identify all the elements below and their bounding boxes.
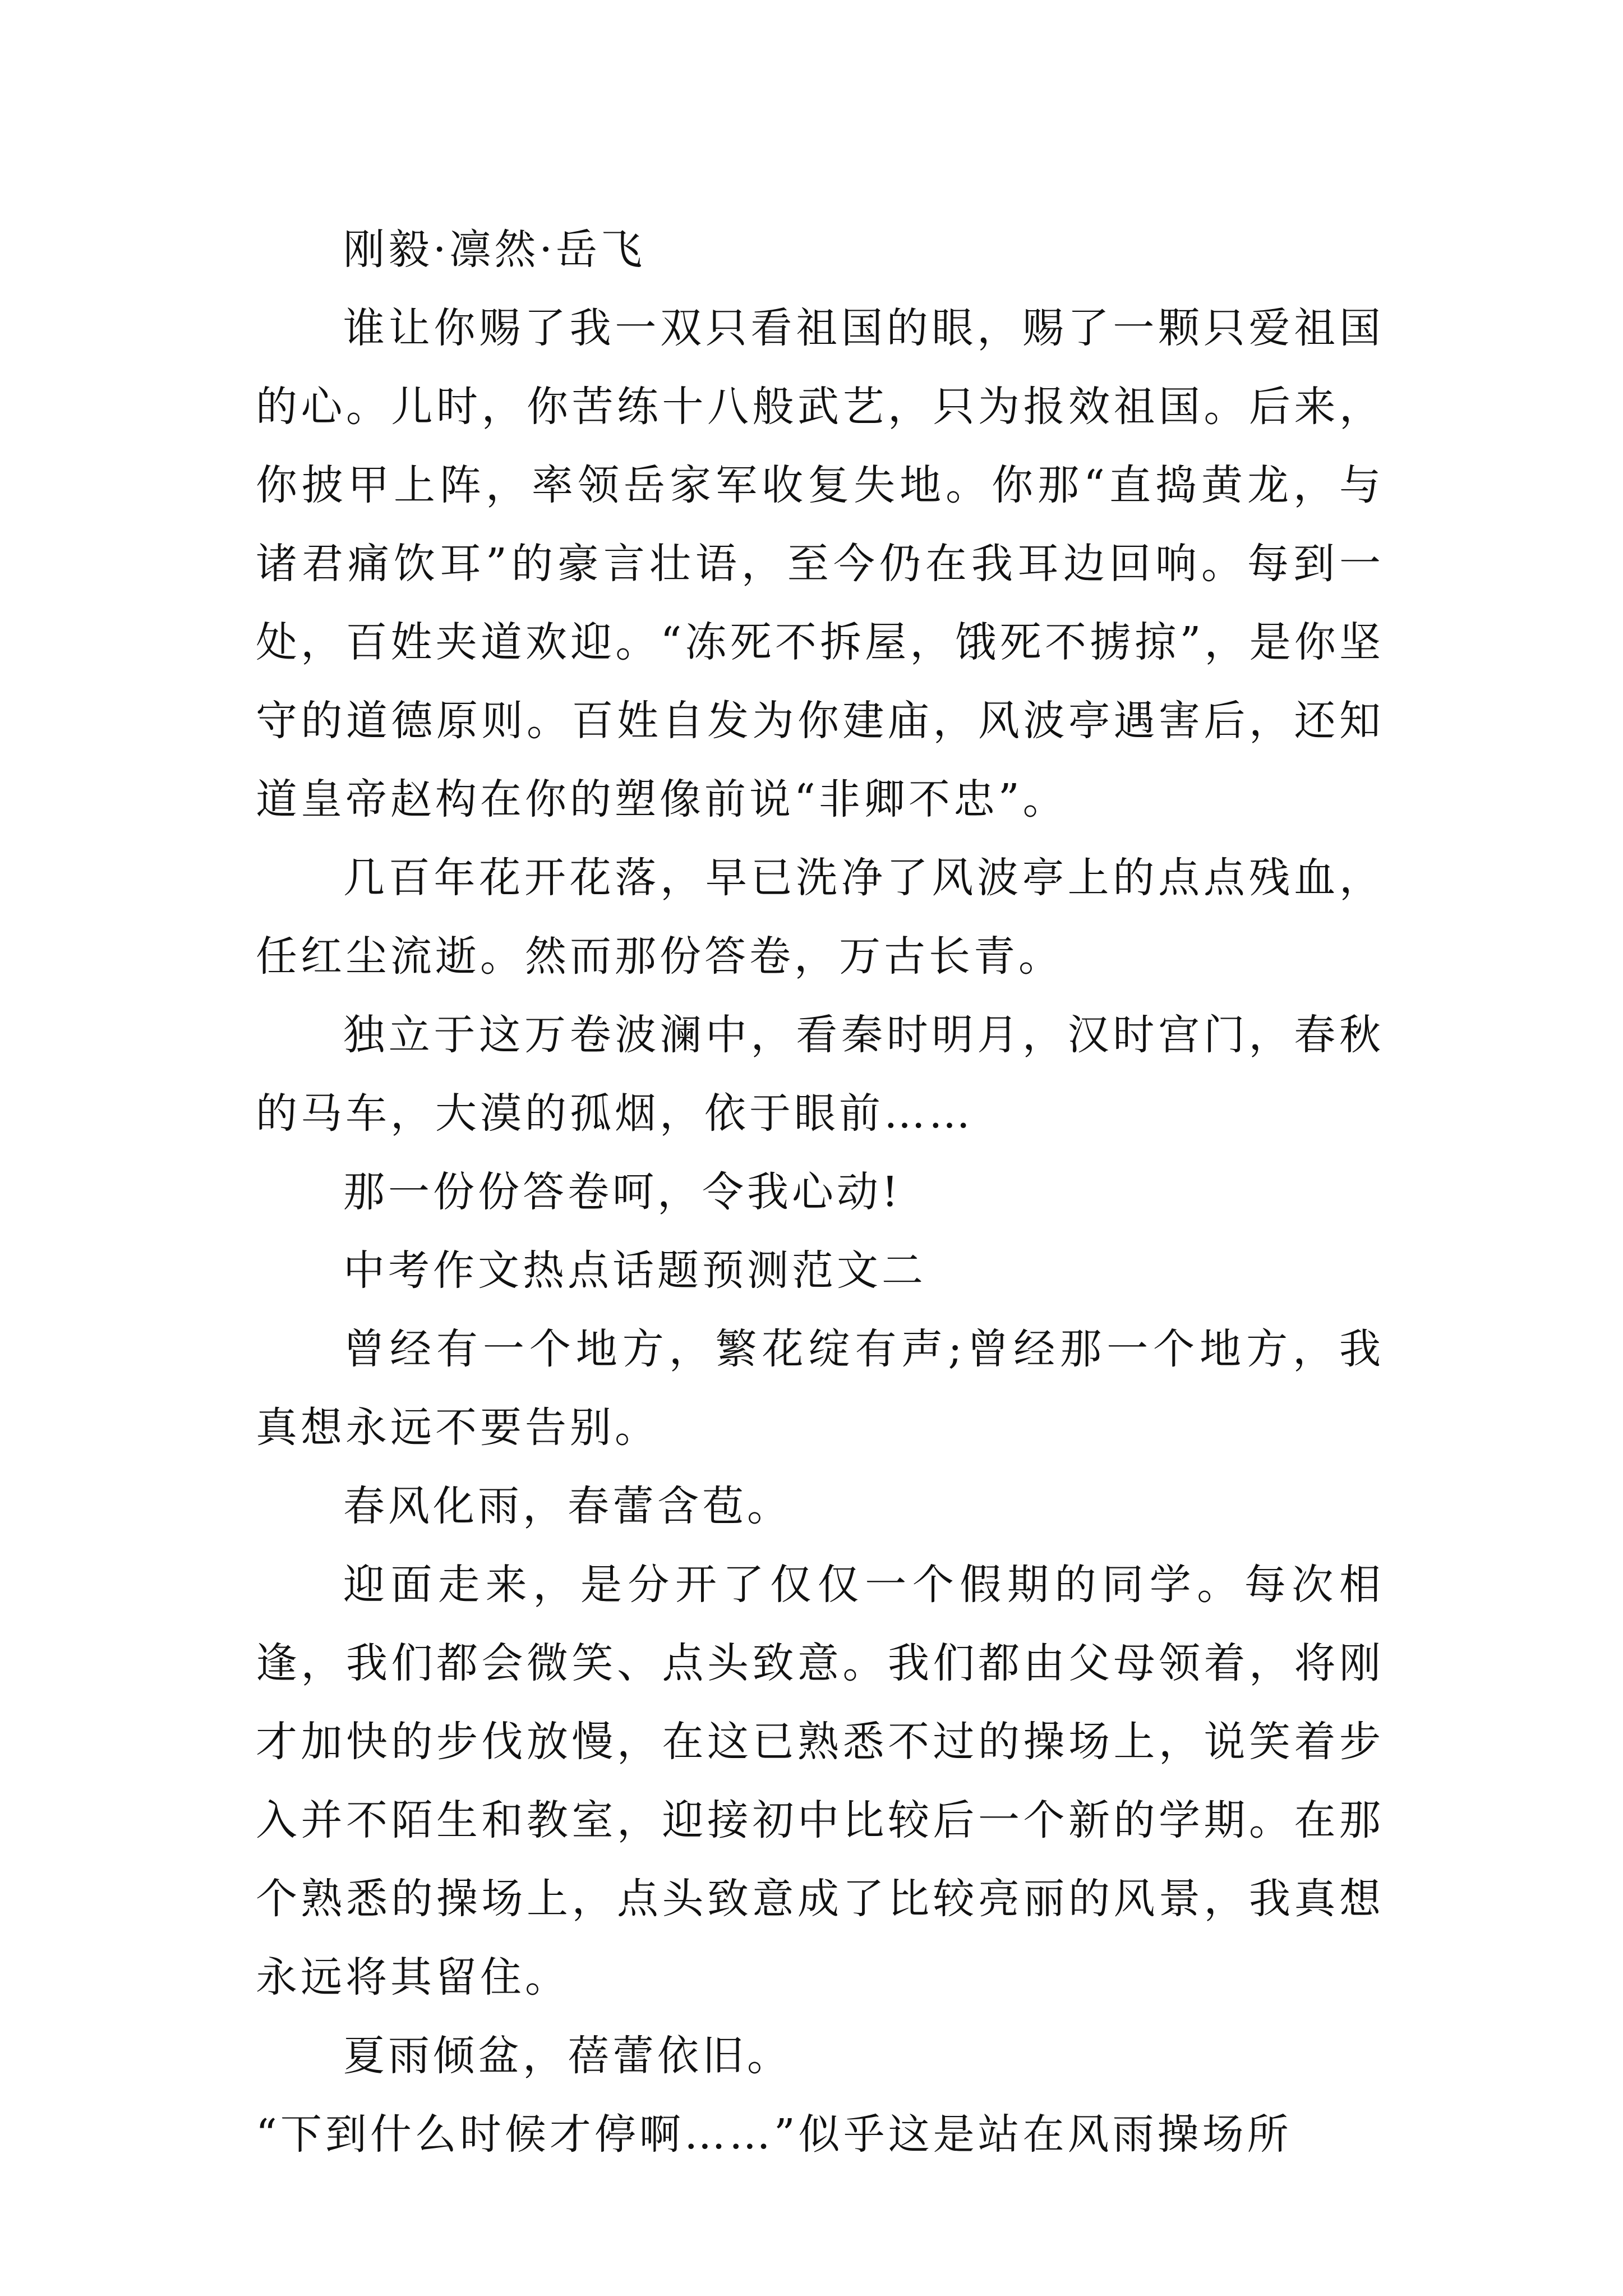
paragraph: 曾经有一个地方，繁花绽有声;曾经那一个地方，我真想永远不要告别。 — [256, 1325, 1384, 1452]
section-heading-yuefei: 刚毅·凛然·岳飞 — [343, 226, 646, 274]
paragraph: 独立于这万卷波澜中，看秦时明月，汉时宫门，春秋的马车，大漠的孤烟，依于眼前…… — [256, 1011, 1384, 1138]
paragraph: 春风化雨，春蕾含苞。 — [343, 1482, 792, 1530]
section-heading-sample-two: 中考作文热点话题预测范文二 — [343, 1246, 926, 1295]
paragraph: 那一份份答卷呵，令我心动! — [343, 1168, 902, 1216]
document-body — [256, 210, 1384, 2174]
paragraph: 迎面走来，是分开了仅仅一个假期的同学。每次相逢，我们都会微笑、点头致意。我们都由父母领着，将刚才加快的步伐放慢，在这已熟悉不过的操场上，说笑着步入并不陌生和教室，迎接初中比较后一个新的学期。在那个熟悉的操场上，点头致意成了比较亮丽的风景，我真想永远将其留住。 — [256, 1561, 1384, 2001]
paragraph: 几百年花开花落，早已洗净了风波亭上的点点残血，任红尘流逝。然而那份答卷，万古长青。 — [256, 854, 1384, 981]
paragraph: 谁让你赐了我一双只看祖国的眼，赐了一颗只爱祖国的心。儿时，你苦练十八般武艺，只为报效祖国。后来，你披甲上阵，率领岳家军收复失地。你那“直捣黄龙，与诸君痛饮耳”的豪言壮语，至今仍在我耳边回响。每到一处，百姓夹道欢迎。“冻死不拆屋，饿死不掳掠”，是你坚守的道德原则。百姓自发为你建庙，风波亭遇害后，还知道皇帝赵构在你的塑像前说“非卿不忠”。 — [256, 304, 1384, 823]
paragraph: 夏雨倾盆，蓓蕾依旧。 — [343, 2032, 792, 2080]
paragraph: “下到什么时候才停啊……”似乎这是站在风雨操场所 — [256, 2110, 1292, 2159]
